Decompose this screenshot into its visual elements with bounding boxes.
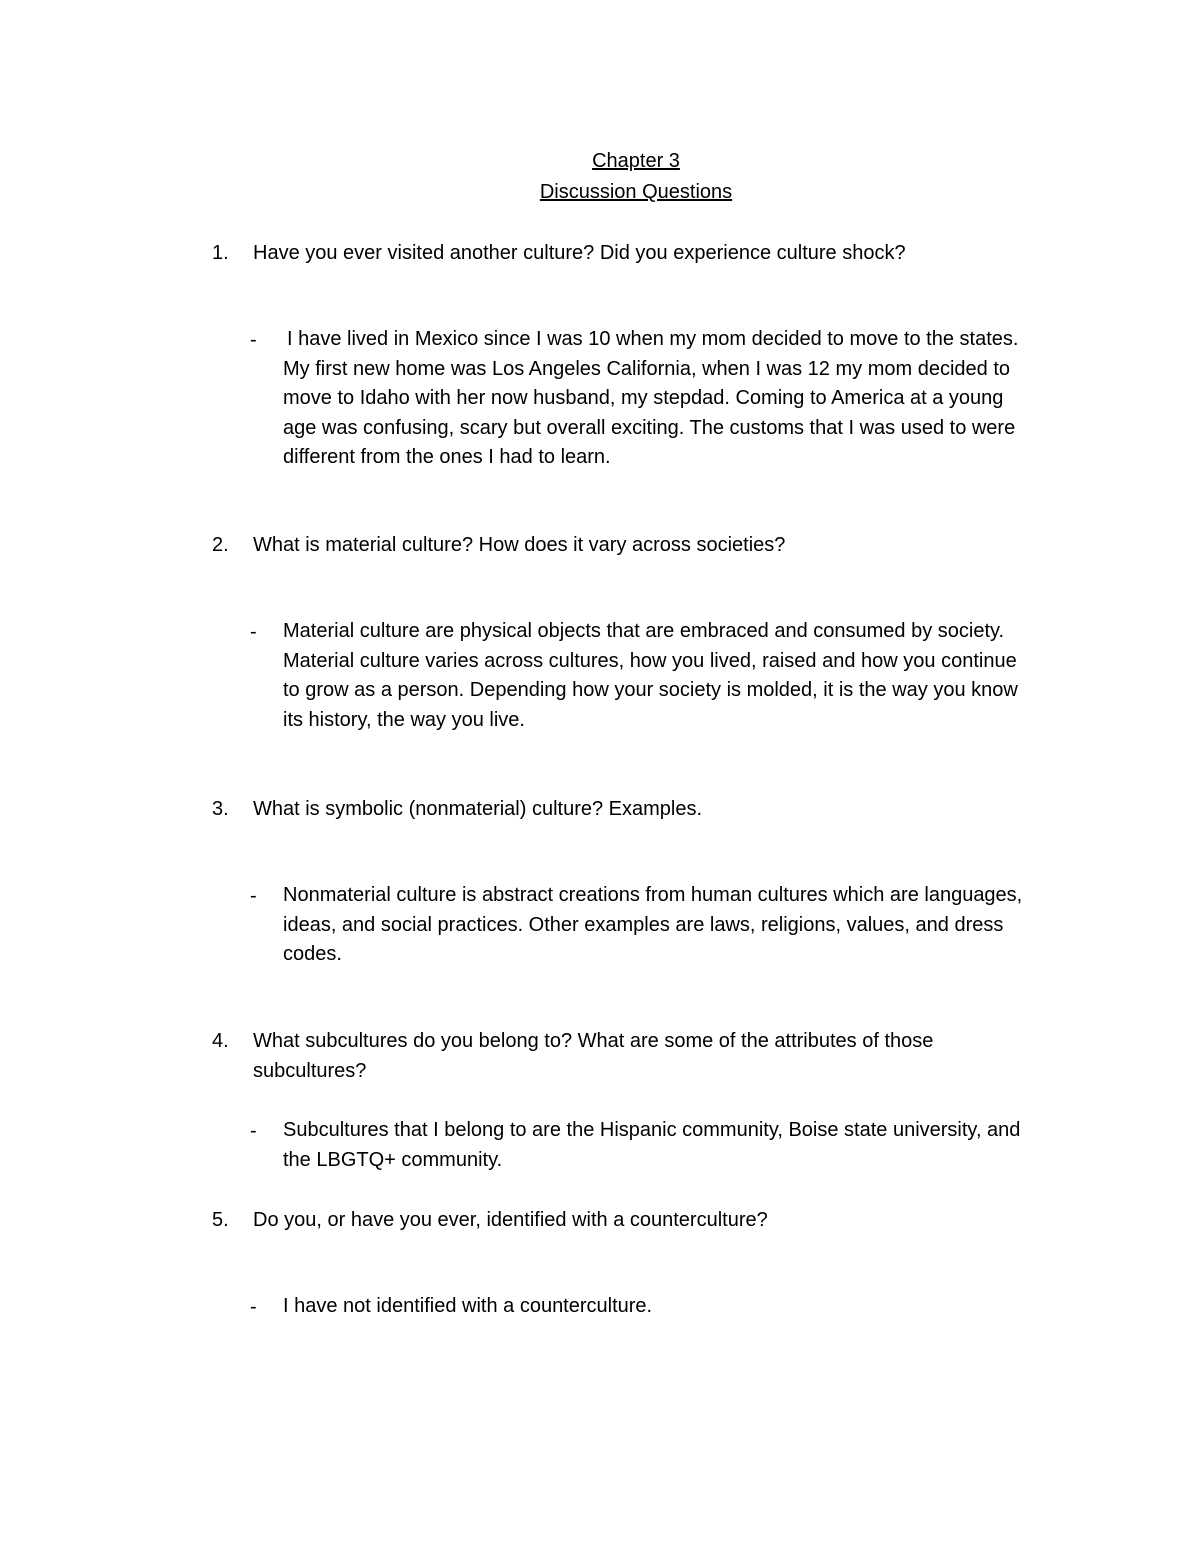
question-2-number: 2.	[212, 534, 229, 556]
question-1-text: Have you ever visited another culture? Did you experience culture shock?	[253, 242, 906, 264]
discussion-questions-heading: Discussion Questions	[539, 181, 733, 203]
question-4-number: 4.	[212, 1030, 229, 1052]
question-1-number: 1.	[212, 242, 229, 264]
answer-1-dash: -	[250, 329, 257, 351]
question-5-number: 5.	[212, 1209, 229, 1231]
answer-3-text: Nonmaterial culture is abstract creations from human cultures which are languages, ideas, and social practices. Other examples are laws, religions, values, and dress codes.	[283, 884, 1023, 965]
question-5-text: Do you, or have you ever, identified with a counterculture?	[253, 1209, 768, 1231]
answer-5-text: I have not identified with a counterculture.	[283, 1295, 653, 1317]
answer-4-text: Subcultures that I belong to are the Hispanic community, Boise state university, and the LBGTQ+ community.	[283, 1119, 1021, 1171]
answer-5-dash: -	[250, 1296, 257, 1318]
question-3-number: 3.	[212, 798, 229, 820]
answer-2-dash: -	[250, 621, 257, 643]
question-2-text: What is material culture? How does it vary across societies?	[253, 534, 786, 556]
answer-2-text: Material culture are physical objects that are embraced and consumed by society. Material culture varies across cultures, how you lived, raised and how you continue to grow as a person. Depending how your society is molded, it is the way you know its history, the way you live.	[283, 620, 1018, 731]
chapter-title: Chapter 3	[592, 150, 680, 172]
question-3-text: What is symbolic (nonmaterial) culture? Examples.	[253, 798, 703, 820]
answer-3-dash: -	[250, 885, 257, 907]
answer-4-dash: -	[250, 1120, 257, 1142]
question-4-text: What subcultures do you belong to? What are some of the attributes of those subcultures?	[253, 1030, 934, 1082]
answer-1-text: I have lived in Mexico since I was 10 when my mom decided to move to the states. My first new home was Los Angeles California, when I was 12 my mom decided to move to Idaho with her now husband, my stepdad. Coming to America at a young age was confusing, scary but overall exciting. The customs that I was used to were different from the ones I had to learn.	[283, 328, 1019, 468]
